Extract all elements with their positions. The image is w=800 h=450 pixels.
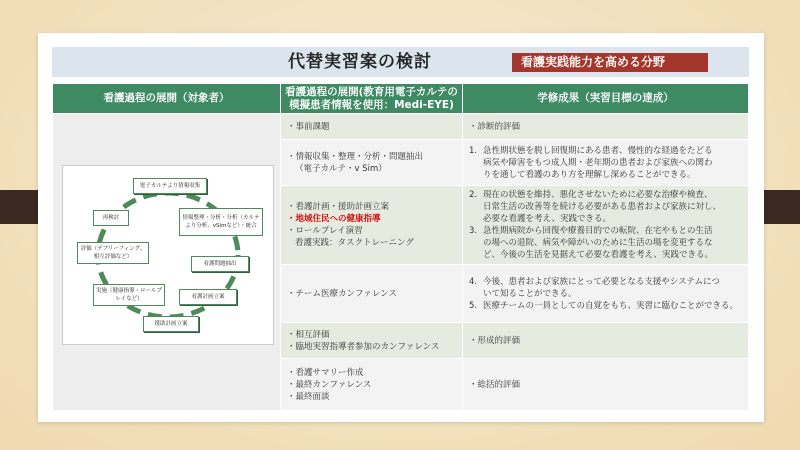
cycle-node-problem: 看護問題抽出 — [191, 256, 249, 272]
outcome-cell: ・診断的評価 — [463, 114, 749, 140]
outcome-cell: 1. 急性期状態を脱し回復期にある患者、慢性的な経過をたどる 病気や障害をもつ成人期・老年期の患者および家族への関わ りを通して看護のあり方を理解し深めることができる。 — [463, 140, 749, 186]
cycle-node-evaluation: 評価（デブリーフィング、相互評価など） — [77, 242, 149, 264]
cycle-node-practice: 実施（健康指導・ロールプレイなど） — [93, 284, 165, 306]
outcome-cell: ・総括的評価 — [463, 359, 749, 411]
header-outcomes: 学修成果（実習目標の達成） — [463, 84, 749, 114]
outcome-cell: 2. 現在の状態を維持、悪化させないために必要な治療や検査、 日常生活の改善等を続ける必要がある患者および家族に対し、 必要な看護を考え、実践できる。 3. 急性期病院から回復や療養目的での転院、在宅やもとの生活 の場への退院、病気や障がいのために生活の場を変更するな ど、今後の生活を見据えて必要な看護を考え、実践できる。 — [463, 186, 749, 265]
process-cell: ・情報収集・整理・分析・問題抽出 （電子カルテ・v Sim） — [281, 140, 463, 186]
header-process: 看護過程の展開(教育用電子カルテの 模擬患者情報を使用：Medi-EYE) — [281, 84, 463, 114]
process-cell: ・看護サマリー作成 ・最終カンファレンス ・最終面談 — [281, 359, 463, 411]
process-cell: ・看護計画・援助計画立案 ・地域住民への健康指導 ・ロールプレイ演習 看護実践：タスクトレーニング — [281, 186, 463, 265]
nursing-process-cycle-diagram — [62, 165, 274, 345]
right-edge-tab — [758, 190, 800, 224]
cycle-node-review: 再検討 — [93, 210, 129, 226]
process-cell: ・相互評価 ・臨地実習指導者参加のカンファレンス — [281, 323, 463, 359]
field-badge: 看護実践能力を高める分野 — [512, 53, 708, 72]
cycle-node-support-plan: 援助計画立案 — [143, 316, 199, 332]
outcome-cell: 4. 今後、患者および家族にとって必要となる支援やシステムにつ いて知ることができる。 5. 医療チームの一員としての自覚をもち、実習に臨むことができる。 — [463, 265, 749, 323]
cycle-node-analysis: 情報整理・分析・分析（カルテより分析、vSimなど）・統合 — [179, 208, 263, 236]
process-cell: ・事前課題 — [281, 114, 463, 140]
process-cell: ・チーム医療カンファレンス — [281, 265, 463, 323]
header-target: 看護過程の展開（対象者） — [53, 84, 281, 114]
cycle-node-care-plan: 看護計画立案 — [179, 289, 237, 305]
page-title: 代替実習案の検討 — [288, 52, 432, 72]
cycle-node-info-collection: 電子カルテより情報収集 — [133, 178, 207, 194]
table-row — [53, 114, 749, 140]
left-edge-tab — [0, 190, 42, 224]
outcome-cell: ・形成的評価 — [463, 323, 749, 359]
